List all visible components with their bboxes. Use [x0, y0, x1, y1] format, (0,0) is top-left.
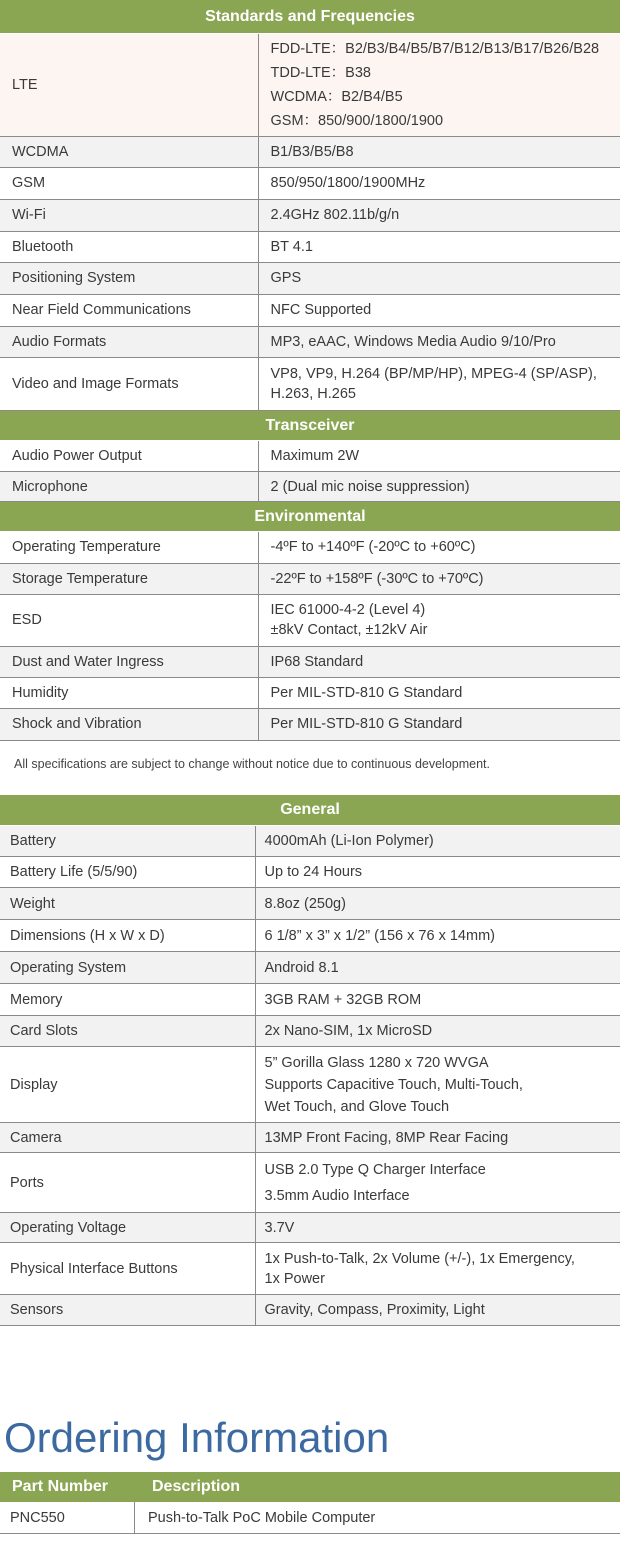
gap: [0, 1326, 620, 1414]
spec-value: IP68 Standard: [258, 646, 620, 677]
spec-value: [258, 34, 620, 136]
spec-row: [0, 677, 620, 708]
spec-label: Bluetooth: [0, 231, 258, 262]
spec-row: [0, 441, 620, 472]
spec-value-line: IEC 61000-4-2 (Level 4): [270, 602, 426, 618]
spec-row: [0, 826, 620, 857]
description-cell: Push-to-Talk PoC Mobile Computer: [148, 1509, 376, 1526]
spec-value-line: WCDMA：B2/B4/B5: [270, 88, 403, 105]
spec-row: [0, 1047, 620, 1123]
spec-row: [0, 1243, 620, 1295]
part-number-cell: PNC550: [0, 1502, 135, 1533]
spec-value: 3GB RAM + 32GB ROM: [255, 984, 620, 1016]
spec-row: [0, 262, 620, 294]
spec-row: [0, 952, 620, 984]
spec-value: Gravity, Compass, Proximity, Light: [255, 1295, 620, 1326]
spec-value-line: H.263, H.265: [270, 385, 356, 402]
section-header-general: General: [0, 795, 620, 826]
spec-value: 6 1/8” x 3” x 1/2” (156 x 76 x 14mm): [255, 920, 620, 952]
spec-label: Physical Interface Buttons: [0, 1243, 255, 1295]
spec-label: Humidity: [0, 677, 258, 708]
gap: [0, 1462, 620, 1472]
spec-value: 13MP Front Facing, 8MP Rear Facing: [255, 1123, 620, 1153]
transceiver-table: [0, 441, 620, 503]
disclaimer-note: All specifications are subject to change without notice due to continuous development.: [14, 756, 490, 771]
spec-label: LTE: [0, 34, 258, 136]
spec-row: [0, 326, 620, 357]
environmental-table: [0, 532, 620, 741]
spec-row: [0, 532, 620, 563]
spec-label: Card Slots: [0, 1016, 255, 1047]
spec-value: 2.4GHz 802.11b/g/n: [258, 199, 620, 231]
spec-label: Dimensions (H x W x D): [0, 920, 255, 952]
spec-value-line: ±8kV Contact, ±12kV Air: [270, 622, 428, 638]
spec-label: Operating Temperature: [0, 532, 258, 563]
spec-label: Microphone: [0, 472, 258, 502]
spec-value-line: Supports Capacitive Touch, Multi-Touch,: [264, 1076, 523, 1093]
spec-label: Weight: [0, 888, 255, 920]
spec-label: Dust and Water Ingress: [0, 646, 258, 677]
spec-value-line: FDD-LTE：B2/B3/B4/B5/B7/B12/B13/B17/B26/B28: [270, 40, 600, 57]
spec-label: GSM: [0, 167, 258, 199]
spec-label: Audio Power Output: [0, 441, 258, 472]
spec-row: [0, 857, 620, 888]
spec-label: Wi-Fi: [0, 199, 258, 231]
spec-value-line: GSM：850/900/1800/1900: [270, 112, 444, 129]
spec-label: ESD: [0, 594, 258, 646]
spec-row: [0, 1213, 620, 1243]
spec-label: Memory: [0, 984, 255, 1016]
spec-value: 2x Nano-SIM, 1x MicroSD: [255, 1016, 620, 1047]
spec-value: Maximum 2W: [258, 441, 620, 472]
spec-row: [0, 1153, 620, 1213]
spec-label: Storage Temperature: [0, 563, 258, 594]
standards-table: [0, 34, 620, 411]
spec-value: NFC Supported: [258, 294, 620, 326]
spec-value: [255, 1153, 620, 1213]
section-header-transceiver: Transceiver: [0, 411, 620, 441]
spec-label: Operating Voltage: [0, 1213, 255, 1243]
spec-row: [0, 920, 620, 952]
spec-row: [0, 888, 620, 920]
spec-label: Sensors: [0, 1295, 255, 1326]
spec-row: [0, 472, 620, 502]
spec-row: [0, 1295, 620, 1326]
spec-row: [0, 231, 620, 262]
column-header-part-number: Part Number: [12, 1478, 109, 1495]
spec-value-line: 1x Push-to-Talk, 2x Volume (+/-), 1x Emergency,: [264, 1250, 575, 1267]
spec-value-line: 5” Gorilla Glass 1280 x 720 WVGA: [264, 1054, 489, 1071]
spec-row: [0, 136, 620, 167]
spec-value: 3.7V: [255, 1213, 620, 1243]
spec-value: Per MIL-STD-810 G Standard: [258, 708, 620, 740]
spec-value: MP3, eAAC, Windows Media Audio 9/10/Pro: [258, 326, 620, 357]
spec-value-line: VP8, VP9, H.264 (BP/MP/HP), MPEG-4 (SP/ASP),: [270, 365, 597, 382]
spec-value-line: TDD-LTE：B38: [270, 64, 371, 81]
ordering-title: Ordering Information: [4, 1414, 390, 1461]
spec-label: Audio Formats: [0, 326, 258, 357]
spec-row: [0, 294, 620, 326]
spec-value: Per MIL-STD-810 G Standard: [258, 677, 620, 708]
spec-value-line: Wet Touch, and Glove Touch: [264, 1098, 450, 1115]
section-header-standards: Standards and Frequencies: [0, 0, 620, 34]
spec-label: WCDMA: [0, 136, 258, 167]
column-header-description: Description: [152, 1478, 241, 1495]
spec-value: -4ºF to +140ºF (-20ºC to +60ºC): [258, 532, 620, 563]
spec-value: Android 8.1: [255, 952, 620, 984]
spec-label: Near Field Communications: [0, 294, 258, 326]
spec-value: -22ºF to +158ºF (-30ºC to +70ºC): [258, 563, 620, 594]
spec-row: [0, 563, 620, 594]
spec-label: Operating System: [0, 952, 255, 984]
spec-label: Battery: [0, 826, 255, 857]
spec-label: Battery Life (5/5/90): [0, 857, 255, 888]
spec-row: [0, 167, 620, 199]
ordering-row: [0, 1502, 620, 1534]
spec-value: [258, 594, 620, 646]
spec-row: [0, 199, 620, 231]
spec-value-line: 3.5mm Audio Interface: [264, 1187, 410, 1204]
spec-value: 4000mAh (Li-Ion Polymer): [255, 826, 620, 857]
spec-row: [0, 984, 620, 1016]
spec-value: Up to 24 Hours: [255, 857, 620, 888]
spec-value: [255, 1047, 620, 1123]
spec-value: 2 (Dual mic noise suppression): [258, 472, 620, 502]
spec-value-line: 1x Power: [264, 1270, 325, 1287]
ordering-table-header: [0, 1472, 620, 1502]
spec-row: [0, 1123, 620, 1153]
spec-label: Camera: [0, 1123, 255, 1153]
spec-value: 8.8oz (250g): [255, 888, 620, 920]
general-table: [0, 826, 620, 1327]
spec-label: Shock and Vibration: [0, 708, 258, 740]
spec-label: Positioning System: [0, 262, 258, 294]
spec-row: [0, 594, 620, 646]
spec-row: [0, 1016, 620, 1047]
spec-label: Ports: [0, 1153, 255, 1213]
spec-value: [258, 357, 620, 410]
spec-row: [0, 357, 620, 410]
spec-row: [0, 646, 620, 677]
spec-value: BT 4.1: [258, 231, 620, 262]
spec-label: Display: [0, 1047, 255, 1123]
section-header-environmental: Environmental: [0, 502, 620, 532]
spec-value: GPS: [258, 262, 620, 294]
spec-label: Video and Image Formats: [0, 357, 258, 410]
spec-value-line: USB 2.0 Type Q Charger Interface: [264, 1161, 486, 1178]
spec-row: [0, 708, 620, 740]
spec-value: B1/B3/B5/B8: [258, 136, 620, 167]
spec-value: 850/950/1800/1900MHz: [258, 167, 620, 199]
spec-row: [0, 34, 620, 136]
spec-value: [255, 1243, 620, 1295]
